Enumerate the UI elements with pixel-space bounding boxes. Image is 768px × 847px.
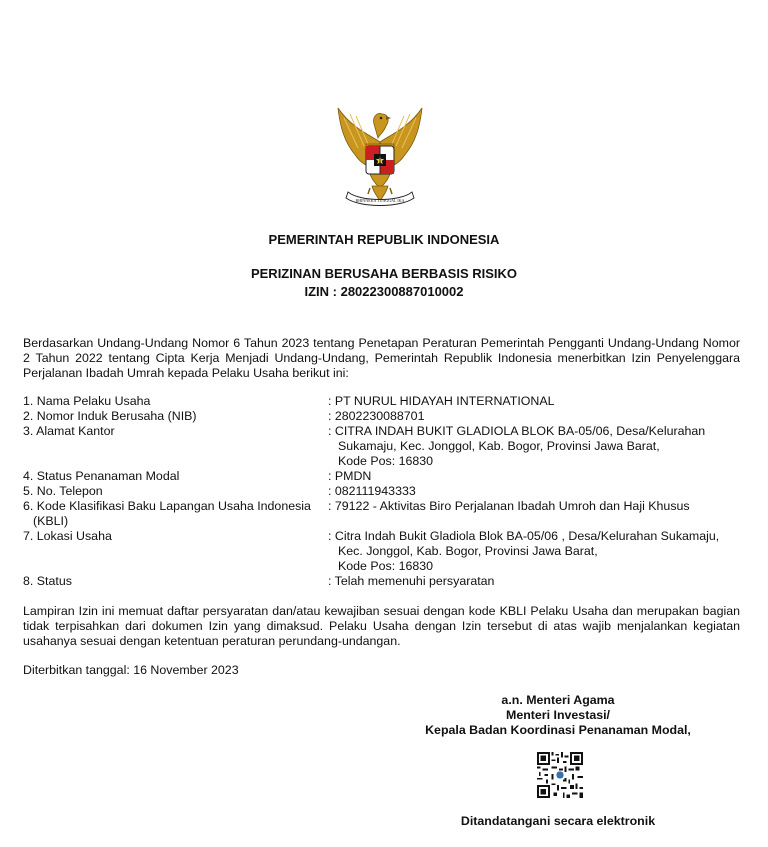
field-value: : 79122 - Aktivitas Biro Perjalanan Ibadah Umroh dan Haji Khusus bbox=[328, 499, 690, 513]
intro-paragraph: Berdasarkan Undang-Undang Nomor 6 Tahun 2023 tentang Penetapan Peraturan Pemerintah Pengganti Undang-Undang Nomor 2 Tahun 2022 tentang Cipta Kerja Menjadi Undang-Undang, Pemerintah Republik Indonesia menerbitkan Izin Penyelenggara Perjalanan Ibadah Umrah kepada Pelaku Usaha berikut ini: bbox=[23, 336, 740, 380]
field-value: : PT NURUL HIDAYAH INTERNATIONAL bbox=[328, 394, 555, 408]
field-value-line: : CITRA INDAH BUKIT GLADIOLA BLOK BA-05/06, Desa/Kelurahan bbox=[328, 424, 706, 438]
field-value-line: Kec. Jonggol, Kab. Bogor, Provinsi Jawa Barat, bbox=[338, 544, 598, 558]
permit-number: IZIN : 28022300887010002 bbox=[304, 284, 464, 299]
signature-line: Kepala Badan Koordinasi Penanaman Modal, bbox=[425, 723, 691, 737]
electronic-signature-note: Ditandatangani secara elektronik bbox=[460, 814, 656, 828]
field-label: 5. No. Telepon bbox=[23, 484, 103, 498]
issue-date: Diterbitkan tanggal: 16 November 2023 bbox=[23, 663, 239, 677]
field-label: 8. Status bbox=[23, 574, 72, 588]
qr-code bbox=[537, 752, 583, 798]
field-value-line: : Citra Indah Bukit Gladiola Blok BA-05/06 , Desa/Kelurahan Sukamaju, bbox=[328, 529, 720, 543]
field-label: 4. Status Penanaman Modal bbox=[23, 469, 180, 483]
signature-line: Menteri Investasi/ bbox=[506, 708, 610, 722]
field-value: : 082111943333 bbox=[328, 484, 416, 498]
field-label-line: 6. Kode Klasifikasi Baku Lapangan Usaha Indonesia bbox=[23, 499, 311, 513]
field-value-line: Kode Pos: 16830 bbox=[338, 454, 434, 468]
garuda-pancasila-emblem bbox=[330, 104, 430, 214]
field-label: 3. Alamat Kantor bbox=[23, 424, 115, 438]
field-label bbox=[23, 499, 323, 529]
field-value: : Telah memenuhi persyaratan bbox=[328, 574, 495, 588]
signature-line: a.n. Menteri Agama bbox=[501, 693, 615, 707]
field-label: 7. Lokasi Usaha bbox=[23, 529, 112, 543]
field-label: 1. Nama Pelaku Usaha bbox=[23, 394, 151, 408]
field-value: : 2802230088701 bbox=[328, 409, 425, 423]
field-value-line: Kode Pos: 16830 bbox=[338, 559, 434, 573]
field-value bbox=[328, 424, 740, 469]
field-value-line: Sukamaju, Kec. Jonggol, Kab. Bogor, Provinsi Jawa Barat, bbox=[338, 439, 660, 453]
field-value: : PMDN bbox=[328, 469, 372, 483]
field-value bbox=[328, 529, 740, 574]
field-label-line: (KBLI) bbox=[33, 514, 69, 528]
svg-text:BHINNEKA TUNGGAL IKA: BHINNEKA TUNGGAL IKA bbox=[355, 198, 405, 203]
closing-paragraph: Lampiran Izin ini memuat daftar persyaratan dan/atau kewajiban sesuai dengan kode KBLI Pelaku Usaha dan merupakan bagian tidak terpisahkan dari dokumen Izin yang dimaksud. Pelaku Usaha dengan Izin tersebut di atas wajib menjalankan kegiatan usahanya sesuai dengan ketentuan peraturan perundang-undangan. bbox=[23, 604, 740, 648]
government-heading: PEMERINTAH REPUBLIK INDONESIA bbox=[268, 232, 500, 247]
document-title: PERIZINAN BERUSAHA BERBASIS RISIKO bbox=[250, 266, 518, 281]
field-label: 2. Nomor Induk Berusaha (NIB) bbox=[23, 409, 197, 423]
